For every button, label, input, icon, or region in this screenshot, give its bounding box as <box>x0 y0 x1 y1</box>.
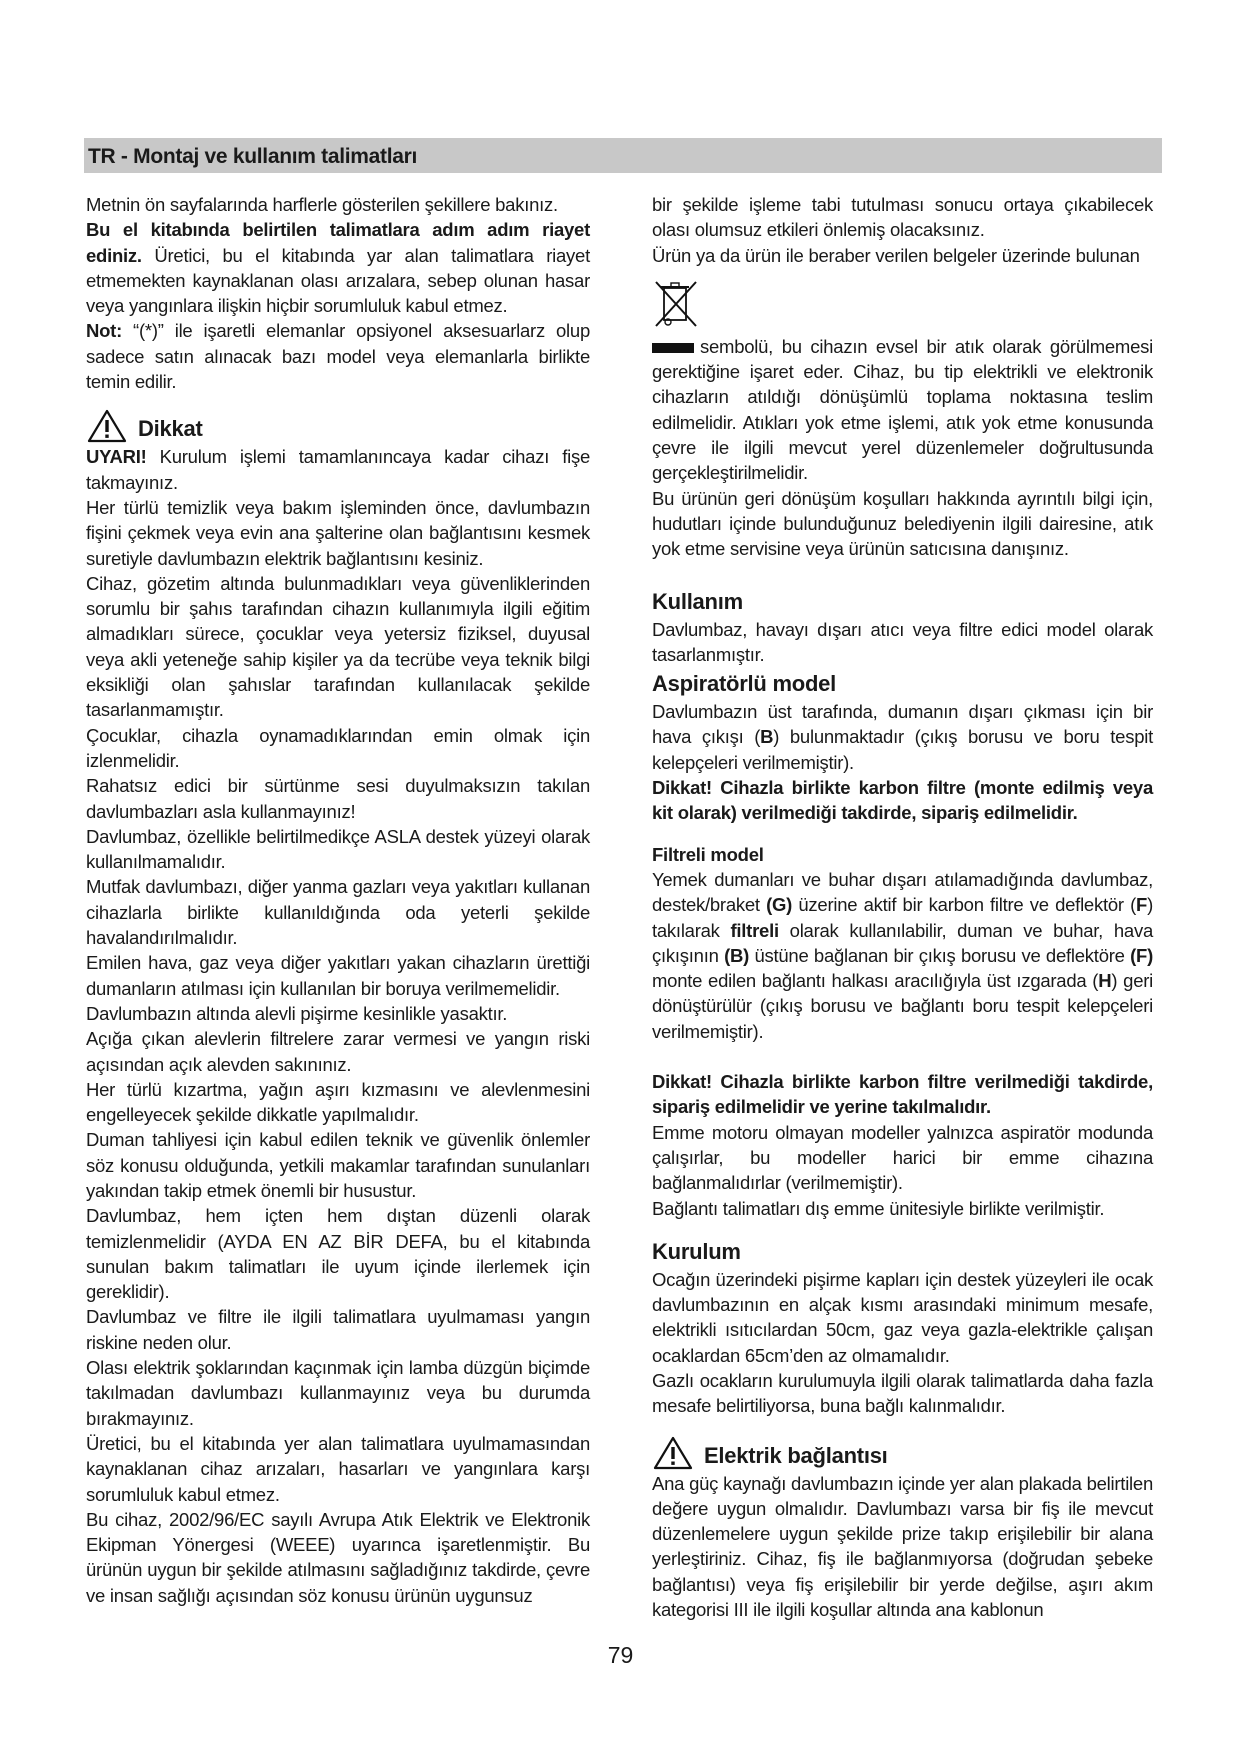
uyari-paragraph: UYARI! Kurulum işlemi tamamlanıncaya kadar cihazı fişe takmayınız. <box>86 446 590 493</box>
paragraph: Ana güç kaynağı davlumbazın içinde yer alan plakada belirtilen değere uygun olmalıdır. Davlumbazı varsa bir fiş ile mevcut düzenlemelere uygun şekilde prize takıp erişilebilir bir alana yerleştiriniz. Cihaz, fiş ile bağlanmıyorsa (doğrudan şebeke bağlantısı) veya fiş erişilebilir bir yerde değilse, aşırı akım kategorisi III ile ilgili koşullar altında ana kablonun <box>652 1472 1153 1621</box>
paragraph: Davlumbaz, havayı dışarı atıcı veya filtre edici model olarak tasarlanmıştır. <box>652 618 1153 665</box>
paragraph: Her türlü temizlik veya bakım işleminden önce, davlumbazın fişini çekmek veya evin ana şalterine olan bağlantısını kesmek suretiyle davlumbazın elektrik bağlantısını kesiniz. <box>86 496 590 569</box>
warning-triangle-icon <box>652 1435 694 1471</box>
paragraph: Emilen hava, gaz veya diğer yakıtları yakan cihazların ürettiği dumanların atılması için kullanılan bir boruya verilmemelidir. <box>86 952 590 999</box>
warning-triangle-icon <box>86 408 128 444</box>
paragraph: Bağlantı talimatları dış emme ünitesiyle birlikte verilmiştir. <box>652 1197 1105 1219</box>
crossed-bin-icon <box>652 278 702 330</box>
electric-heading <box>652 1435 1153 1471</box>
paragraph: Davlumbazın altında alevli pişirme kesinlikle yasaktır. <box>86 1002 508 1024</box>
warning-paragraph: Dikkat! Cihazla birlikte karbon filtre verilmediği takdirde, sipariş edilmelidir ve yerine takılmalıdır. <box>652 1071 1153 1118</box>
section-heading-kullanim: Kullanım <box>652 588 743 614</box>
paragraph: bir şekilde işleme tabi tutulması sonucu ortaya çıkabilecek olası olumsuz etkileri önlemiş olacaksınız. <box>652 194 1153 241</box>
section-heading-aspirator: Aspiratörlü model <box>652 671 836 697</box>
paragraph: Davlumbazın üst tarafında, dumanın dışarı çıkması için bir hava çıkışı (B) bulunmaktadır (çıkış borusu ve boru tespit kelepçeleri verilmemiştir). <box>652 701 1153 773</box>
warning-paragraph: Dikkat! Cihazla birlikte karbon filtre (monte edilmiş veya kit olarak) verilmediği takdirde, sipariş edilmelidir. <box>652 777 1153 824</box>
paragraph: Gazlı ocakların kurulumuyla ilgili olarak talimatlarda daha fazla mesafe belirtiliyorsa, buna bağlı kalınmalıdır. <box>652 1369 1153 1417</box>
paragraph: Davlumbaz, hem içten hem dıştan düzenli olarak temizlenmelidir (AYDA EN AZ BİR DEFA, bu el kitabında sunulan bakım talimatları ile uyum içinde ilerlemek için gereklidir). <box>86 1205 590 1303</box>
page-title: TR - Montaj ve kullanım talimatları <box>88 145 418 168</box>
paragraph: Emme motoru olmayan modeller yalnızca aspiratör modunda çalışırlar, bu modeller harici bir emme cihazına bağlanmalıdırlar (verilmemiştir). <box>652 1121 1153 1194</box>
paragraph: Çocuklar, cihazla oynamadıklarından emin olmak için izlenmelidir. <box>86 724 590 771</box>
paragraph: Bu cihaz, 2002/96/EC sayılı Avrupa Atık Elektrik ve Elektronik Ekipman Yönergesi (WEEE) uyarınca işaretlenmiştir. Bu ürünün uygun bir şekilde atılmasını sağladığınız takdirde, çevre ve insan sağlığı açısından söz konusu ürünün uygunsuz <box>86 1508 590 1606</box>
paragraph: Her türlü kızartma, yağın aşırı kızmasını ve alevlenmesini engelleyecek şekilde dikkatle yapılmalıdır. <box>86 1078 590 1126</box>
electric-heading-label: Elektrik bağlantısı <box>704 1442 888 1468</box>
paragraph: Olası elektrik şoklarından kaçınmak için lamba düzgün biçimde takılmadan davlumbazı kullanmayınız veya bu durumda bırakmayınız. <box>86 1357 590 1429</box>
paragraph: Ocağın üzerindeki pişirme kapları için destek yüzeyleri ile ocak davlumbazının en alçak kısmı arasındaki minimum mesafe, elektrikli ısıtıcılardan 50cm, gaz veya gazla-elektrikle çalışan ocaklardan 65cm’den az olmamalıdır. <box>652 1268 1153 1366</box>
paragraph: Bu ürünün geri dönüşüm koşulları hakkında ayrıntılı bilgi için, hudutları içinde bulunduğunuz belediyenin ilgili dairesine, atık yok etme servisine veya ürünün satıcısına danışınız. <box>652 487 1153 560</box>
intro-paragraph: Metnin ön sayfalarında harflerle gösterilen şekillere bakınız. Bu el kitabında belirtilen talimatlara adım adım riayet ediniz. Üretici, bu el kitabında yar alan talimatlara riayet etmemekten kaynaklanan olası arızalara, sebep olunan hasar veya yangınlara ilişkin hiçbir sorumluluk kabul etmez. <box>86 194 590 317</box>
paragraph: Mutfak davlumbazı, diğer yanma gazları veya yakıtları kullanan cihazlarla birlikte kullanıldığında oda yeterli şekilde havalandırılmalıdır. <box>86 876 590 949</box>
left-column <box>86 192 590 1608</box>
paragraph: Duman tahliyesi için kabul edilen teknik ve güvenlik önlemler söz konusu olduğunda, yetkili makamlar tarafından sunulanları yakından takip etmek önemli bir husustur. <box>86 1129 590 1201</box>
section-heading-kurulum: Kurulum <box>652 1238 741 1264</box>
paragraph: Ürün ya da ürün ile beraber verilen belgeler üzerinde bulunan <box>652 244 1140 266</box>
paragraph: Açığa çıkan alevlerin filtrelere zarar vermesi ve yangın riski açısından açık alevden sakınınız. <box>86 1028 590 1075</box>
page-number: 79 <box>607 1642 634 1668</box>
black-bar-icon <box>652 343 694 353</box>
paragraph: Üretici, bu el kitabında yer alan talimatlara uyulmamasından kaynaklanan cihaz arızaları, hasarları ve yangınlara karşı sorumluluk kabul etmez. <box>86 1432 590 1505</box>
warning-heading-label: Dikkat <box>138 416 203 442</box>
paragraph: Davlumbaz ve filtre ile ilgili talimatlara uyulmaması yangın riskine neden olur. <box>86 1306 590 1353</box>
note-paragraph: Not: “(*)” ile işaretli elemanlar opsiyonel aksesuarlarz olup sadece satın alınacak bazı model veya elemanlarla birlikte temin edilir. <box>86 320 590 393</box>
section-heading-filtreli: Filtreli model <box>652 843 764 865</box>
paragraph: Rahatsız edici bir sürtünme sesi duyulmaksızın takılan davlumbazları asla kullanmayınız! <box>86 775 590 822</box>
paragraph: Davlumbaz, özellikle belirtilmedikçe ASLA destek yüzeyi olarak kullanılmamalıdır. <box>86 825 590 873</box>
warning-heading <box>86 408 590 444</box>
right-column <box>652 192 1153 1622</box>
paragraph: sembolü, bu cihazın evsel bir atık olarak görülmemesi gerektiğine işaret eder. Cihaz, bu tip elektrikli ve elektronik cihazların atıldığı dönüşümlü toplama noktasına teslim edilmelidir. Atıkları yok etme işlemi, atık yok etme konusunda çevre ile ilgili mevcut yerel düzenlemeler doğrultusunda gerçekleştirilmelidir. <box>652 335 1153 484</box>
paragraph: Yemek dumanları ve buhar dışarı atılamadığında davlumbaz, destek/braket (G) üzerine aktif bir karbon filtre ve deflektör (F) takılarak filtreli olarak kullanılabilir, duman ve buhar, hava çıkışının (B) üstüne bağlanan bir çıkış borusu ve deflektöre (F) monte edilen bağlantı halkası aracılığıyla üst ızgarada (H) geri dönüştürülür (çıkış borusu ve bağlantı boru tespit kelepçeleri verilmemiştir). <box>652 868 1154 1042</box>
paragraph: Cihaz, gözetim altında bulunmadıkları veya güvenliklerinden sorumlu bir şahıs tarafından cihazın kullanımıyla ilgili eğitim almadıkları sürece, çocuklar veya yetersiz fiziksel, duyusal veya akli yeteneğe sahip kişiler ya da tecrübe veya teknik bilgi eksikliği olan şahıslar tarafından kullanılacak şekilde tasarlanmamıştır. <box>86 572 590 721</box>
